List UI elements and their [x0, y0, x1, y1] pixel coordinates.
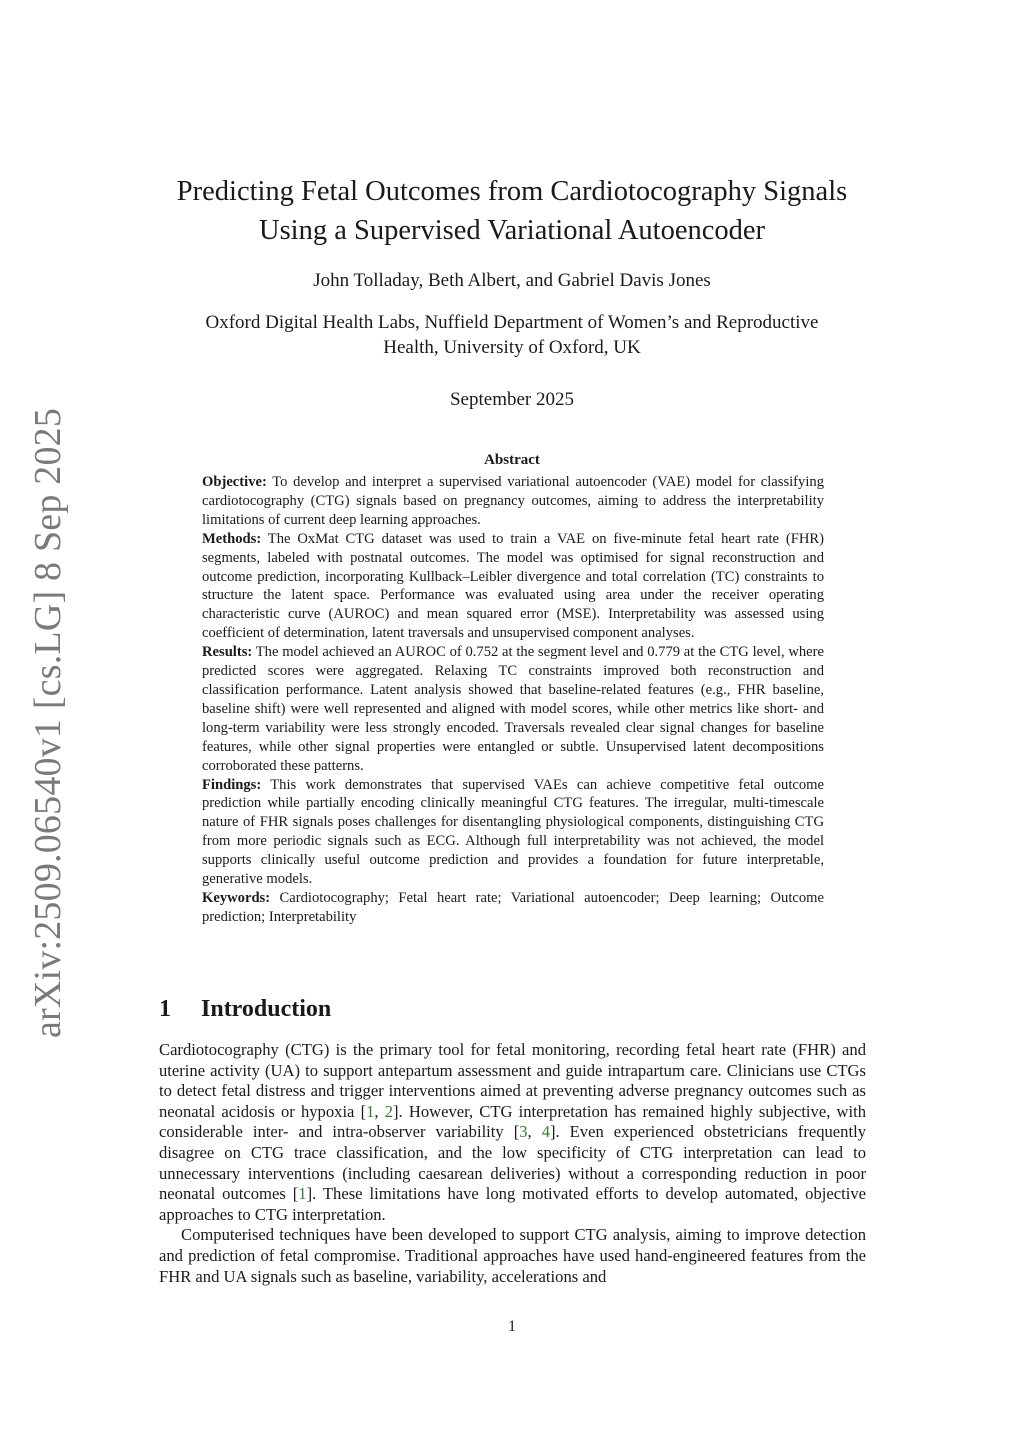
abstract-findings-label: Findings:	[202, 776, 262, 793]
page-number: 1	[508, 1318, 516, 1335]
paper-title	[150, 172, 874, 250]
abstract-methods	[202, 530, 824, 643]
abstract-objective	[202, 473, 824, 530]
citation-link-4[interactable]: 4	[541, 1122, 550, 1142]
abstract-findings-text: This work demonstrates that supervised VAEs can achieve competitive fetal outcome prediction while partially encoding clinically meaningful CTG features. The irregular, multi-timescale nature of FHR signals poses challenges for disentangling physiological components, distinguishing CTG from more periodic signals such as ECG. Although full interpretability was not achieved, the model supports clinically useful outcome prediction and provides a foundation for future interpretable, generative models.	[202, 776, 824, 888]
arxiv-identifier-stamp	[16, 407, 80, 1039]
arxiv-identifier-text: arXiv:2509.06540v1 [cs.LG] 8 Sep 2025	[27, 407, 70, 1039]
citation-link-2[interactable]: 2	[384, 1101, 394, 1121]
author-list: John Tolladay, Beth Albert, and Gabriel Davis Jones	[313, 270, 711, 291]
abstract-results-text: The model achieved an AUROC of 0.752 at the segment level and 0.779 at the CTG level, where predicted scores were aggregated. Relaxing TC constraints improved both reconstruction and classification performance. Latent analysis showed that baseline-related features (e.g., FHR baseline, baseline shift) were well represented and aligned with model scores, while other metrics like short- and long-term variability were less strongly encoded. Traversals revealed clear signal changes for baseline features, while other signal properties were entangled or subtle. Unsupervised latent decompositions corroborated these patterns.	[202, 644, 824, 774]
paper-title-line-2: Using a Supervised Variational Autoencoder	[258, 215, 766, 246]
paper-title-line-1: Predicting Fetal Outcomes from Cardiotocography Signals	[176, 176, 848, 207]
introduction-body	[159, 1040, 866, 1287]
affiliation	[150, 310, 874, 360]
intro-text-part-d: ]. These limitations have long motivated efforts to develop automated, objective approaches to CTG interpretation.	[159, 1184, 866, 1224]
affiliation-line-1: Oxford Digital Health Labs, Nuffield Department of Women’s and Reproductive	[205, 312, 819, 333]
abstract-objective-label: Objective:	[202, 474, 267, 490]
abstract-body	[202, 473, 824, 927]
section-heading-introduction	[159, 994, 331, 1024]
introduction-paragraph-1	[159, 1040, 866, 1225]
citation-separator: ,	[527, 1122, 542, 1142]
intro-text-part-a: Cardiotocography (CTG) is the primary tool for fetal monitoring, recording fetal heart rate (FHR) and uterine activity (UA) to support antepartum assessment and guide intrapartum care. Clinicians use CTGs to detect fetal distress and trigger interventions aimed at preventing adverse pregnancy outcomes such as neonatal acidosis or hypoxia [	[159, 1040, 866, 1121]
section-title: Introduction	[201, 996, 332, 1022]
abstract-findings	[202, 776, 824, 889]
abstract-methods-text: The OxMat CTG dataset was used to train a VAE on five-minute fetal heart rate (FHR) segments, labeled with postnatal outcomes. The model was optimised for signal reconstruction and outcome prediction, incorporating Kullback–Leibler divergence and total correlation (TC) constraints to structure the latent space. Performance was evaluated using area under the receiver operating characteristic curve (AUROC) and mean squared error (MSE). Interpretability was assessed using coefficient of determination, latent traversals and unsupervised component analyses.	[202, 530, 824, 642]
affiliation-line-2: Health, University of Oxford, UK	[383, 337, 641, 358]
abstract-keywords-label: Keywords:	[202, 889, 271, 906]
section-number: 1	[159, 996, 171, 1022]
citation-separator: ,	[374, 1101, 385, 1121]
publication-date: September 2025	[449, 389, 574, 410]
citation-link-1-repeat[interactable]: 1	[298, 1184, 307, 1204]
citation-link-1[interactable]: 1	[366, 1101, 375, 1121]
abstract-keywords-text: Cardiotocography; Fetal heart rate; Variational autoencoder; Deep learning; Outcome prediction; Interpretability	[202, 889, 824, 925]
abstract-results	[202, 643, 824, 775]
abstract-methods-label: Methods:	[202, 530, 262, 547]
introduction-paragraph-2: Computerised techniques have been developed to support CTG analysis, aiming to improve detection and prediction of fetal compromise. Traditional approaches have used hand-engineered features from the FHR and UA signals such as baseline, variability, accelerations and	[159, 1225, 866, 1286]
abstract-heading: Abstract	[484, 452, 540, 468]
abstract-keywords	[202, 889, 824, 927]
intro-text-part-c: ]. Even experienced obstetricians frequently disagree on CTG trace classification, and the low specificity of CTG interpretation can lead to unnecessary interventions (including caesarean deliveries) without a corresponding reduction in poor neonatal outcomes [	[159, 1122, 866, 1204]
abstract-results-label: Results:	[202, 644, 253, 661]
abstract-objective-text: To develop and interpret a supervised variational autoencoder (VAE) model for classifying cardiotocography (CTG) signals based on pregnancy outcomes, aiming to address the interpretability limitations of current deep learning approaches.	[202, 474, 824, 528]
citation-link-3[interactable]: 3	[519, 1122, 528, 1142]
intro-text-part-b: ]. However, CTG interpretation has remained highly subjective, with considerable inter- and intra-observer variability [	[159, 1101, 867, 1142]
